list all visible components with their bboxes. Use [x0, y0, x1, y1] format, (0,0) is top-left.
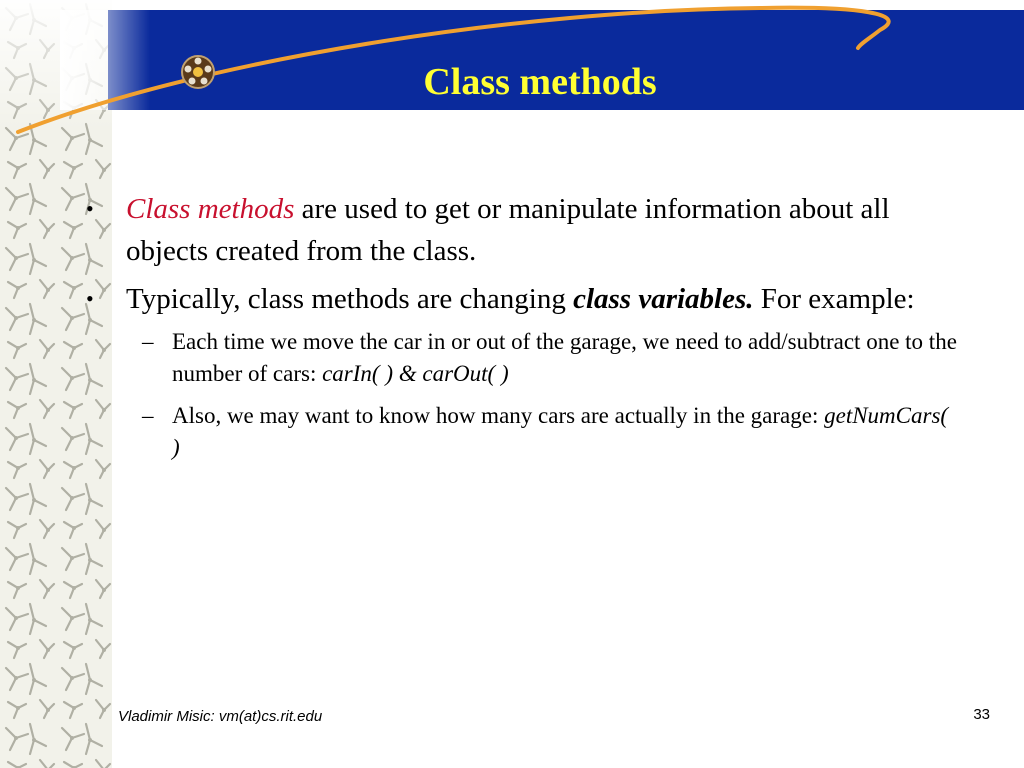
bullet-item	[80, 278, 960, 320]
en-dash: –	[142, 403, 154, 428]
bullet-text: Typically, class methods are changing	[126, 283, 574, 315]
slide-title: Class methods	[423, 61, 657, 103]
term-highlight: Class methods	[126, 193, 295, 225]
bullet-text: For example:	[753, 283, 915, 315]
bullet-item	[80, 188, 960, 272]
en-dash: –	[142, 329, 154, 354]
footer-author: Vladimir Misic: vm(at)cs.rit.edu	[118, 708, 323, 725]
code-reference: getNumCars( )	[172, 403, 949, 460]
emphasis-text: class variables.	[573, 283, 754, 315]
atom-logo-icon	[180, 54, 216, 90]
bullet-text: are used to get or manipulate information about all objects created from the class.	[126, 193, 890, 267]
sub-bullet-item	[80, 326, 960, 390]
sub-bullet-text: Each time we move the car in or out of the garage, we need to add/subtract one to the number of cars:	[172, 329, 957, 386]
sub-bullet-item	[80, 400, 960, 464]
code-reference: carIn( ) & carOut( )	[322, 361, 509, 386]
slide-body	[80, 188, 960, 474]
page-number: 33	[973, 706, 990, 723]
bullet-dot: •	[86, 286, 94, 311]
bullet-dot: •	[86, 196, 94, 221]
sub-bullet-text: Also, we may want to know how many cars are actually in the garage:	[172, 403, 825, 428]
